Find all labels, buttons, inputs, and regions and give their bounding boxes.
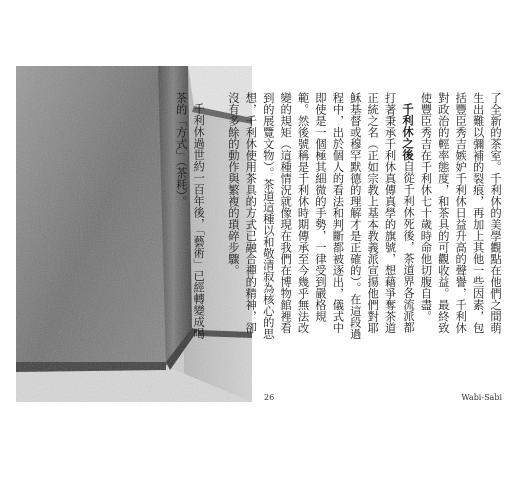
running-head: Wabi-Sabi	[461, 393, 502, 402]
paragraph-2	[225, 92, 417, 344]
paragraph-2-text: 自從千利休死後，茶道界各流派都打著秉承千利休真傳真學的旗號，想藉爭奪茶道正統之名（正如宗教上基本教義派宣揚他們對耶穌基督或穆罕默德的理解才是正確的）。在這段過程中，出於個人的看法和判斷都被逐出，儀式中即使是一個極其細微的手勢，一律受到嚴格規範。然後號稱是千利休時期傳承至今幾乎無法改變的規矩（這種情況就像現在我們在博物館裡看到的展覽文物）。茶道這種以和敬清寂為核心的思想，千利休使用茶具的方式已融合禪的精神，卻沒有多餘的動作與繁複的瑣碎步驟。	[226, 92, 415, 340]
paragraph-3: 千利休過世約一百年後，「藝術」已經轉變成喝茶的「方式」（茶耗）。	[174, 92, 206, 340]
paragraph-1: 了全新的茶室。千利休的美學觀點在他們之間萌生出難以彌補的裂痕，再加上其他一些因素，包括豐臣秀吉嫉妒千利休日益升高的聲譽，千利休對政治的輕率態度，和茶具的可觀收益。最終致使豐臣秀吉在千利休七十歲時命他切腹自盡。	[419, 92, 502, 334]
tokonoma-corner-photo	[16, 66, 252, 402]
photo-image	[16, 66, 252, 402]
page-number: 26	[264, 393, 275, 402]
section-heading: 千利休之後	[400, 103, 415, 161]
body-text	[174, 92, 504, 344]
